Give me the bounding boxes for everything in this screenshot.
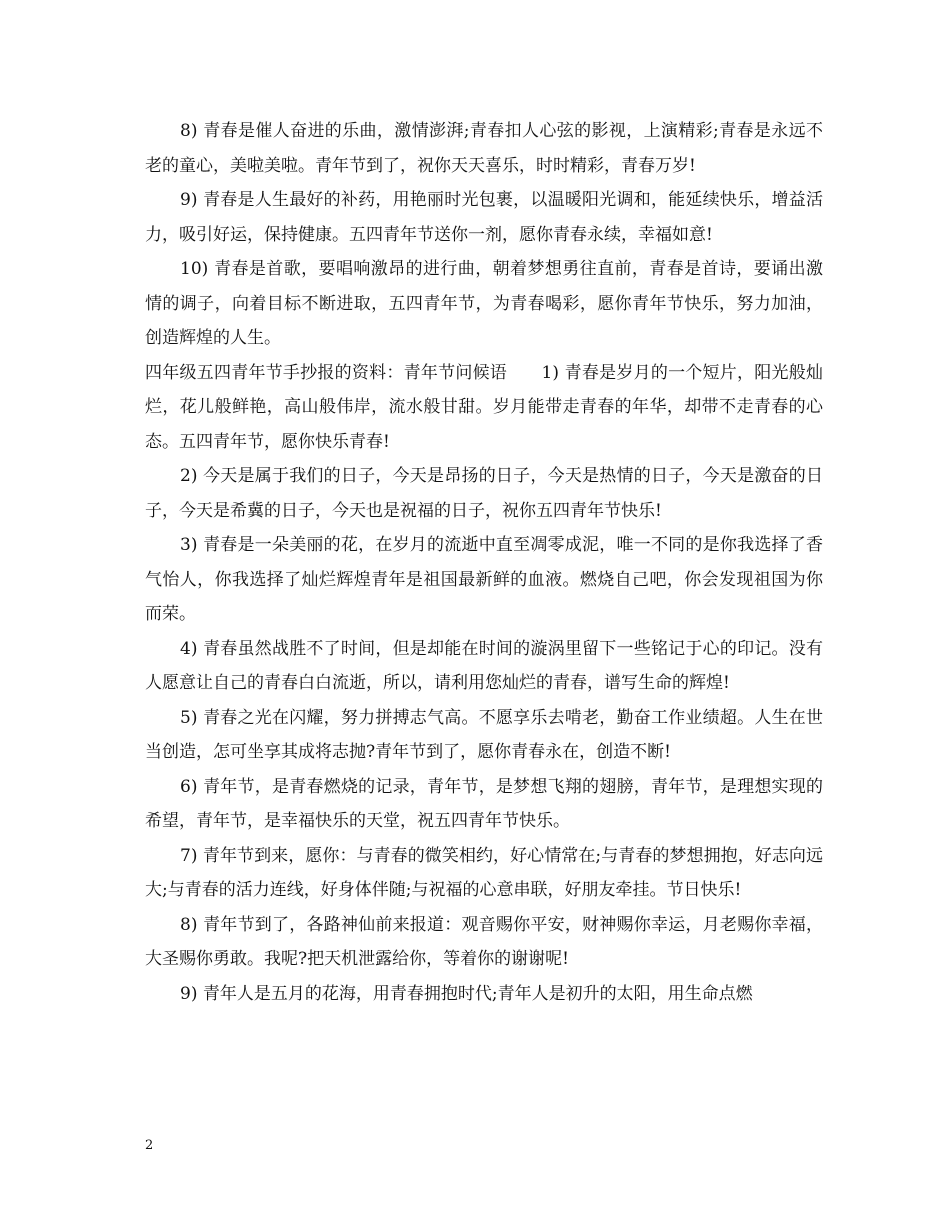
paragraph: 6) 青年节，是青春燃烧的记录，青年节，是梦想飞翔的翅膀，青年节，是理想实现的希望，青年节，是幸福快乐的天堂，祝五四青年节快乐。 — [145, 776, 823, 831]
paragraph: 9) 青春是人生最好的补药，用艳丽时光包裹，以温暖阳光调和，能延续快乐，增益活力，吸引好运，保持健康。五四青年节送你一剂，愿你青春永续，幸福如意! — [145, 190, 823, 245]
paragraph: 3) 青春是一朵美丽的花，在岁月的流逝中直至凋零成泥，唯一不同的是你我选择了香气怡人，你我选择了灿烂辉煌青年是祖国最新鲜的血液。燃烧自己吧，你会发现祖国为你而荣。 — [145, 535, 823, 624]
paragraph: 8) 青春是催人奋进的乐曲，激情澎湃;青春扣人心弦的影视，上演精彩;青春是永远不老的童心，美啦美啦。青年节到了，祝你天天喜乐，时时精彩，青春万岁! — [145, 121, 823, 176]
paragraph: 10) 青春是首歌，要唱响激昂的进行曲，朝着梦想勇往直前，青春是首诗，要诵出激情的调子，向着目标不断进取，五四青年节，为青春喝彩，愿你青年节快乐，努力加油，创造辉煌的人生。 — [145, 259, 823, 348]
document-body — [145, 114, 823, 1011]
paragraph: 四年级五四青年节手抄报的资料：青年节问候语 1) 青春是岁月的一个短片，阳光般灿烂，花儿般鲜艳，高山般伟岸，流水般甘甜。岁月能带走青春的年华，却带不走青春的心态。五四青年节，愿你快乐青春! — [145, 362, 823, 452]
paragraph: 8) 青年节到了，各路神仙前来报道：观音赐你平安，财神赐你幸运，月老赐你幸福，大圣赐你勇敢。我呢?把天机泄露给你，等着你的谢谢呢! — [145, 914, 823, 969]
paragraph: 7) 青年节到来，愿你：与青春的微笑相约，好心情常在;与青春的梦想拥抱，好志向远大;与青春的活力连线，好身体伴随;与祝福的心意串联，好朋友牵挂。节日快乐! — [145, 845, 823, 900]
paragraph: 2) 今天是属于我们的日子，今天是昂扬的日子，今天是热情的日子，今天是激奋的日子，今天是希冀的日子，今天也是祝福的日子，祝你五四青年节快乐! — [145, 466, 823, 521]
paragraph: 4) 青春虽然战胜不了时间，但是却能在时间的漩涡里留下一些铭记于心的印记。没有人愿意让自己的青春白白流逝，所以，请利用您灿烂的青春，谱写生命的辉煌! — [145, 638, 823, 693]
page-number: 2 — [145, 1138, 154, 1153]
paragraph: 9) 青年人是五月的花海，用青春拥抱时代;青年人是初升的太阳，用生命点燃 — [180, 983, 753, 1004]
paragraph: 5) 青春之光在闪耀，努力拼搏志气高。不愿享乐去啃老，勤奋工作业绩超。人生在世当创造，怎可坐享其成将志抛?青年节到了，愿你青春永在，创造不断! — [145, 707, 823, 762]
